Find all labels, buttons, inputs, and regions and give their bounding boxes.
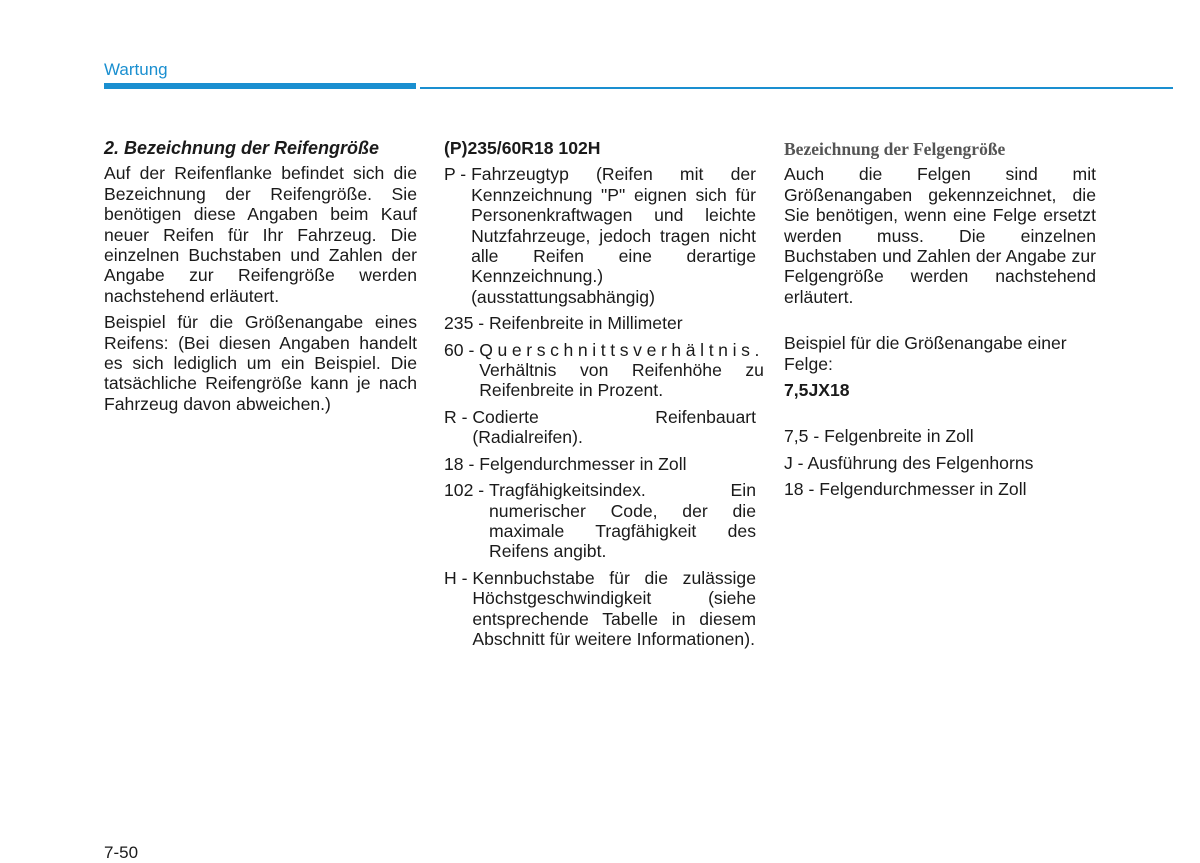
item-desc: Reifenbreite in Millimeter [489,313,683,334]
column-rim-size [784,138,1096,506]
item-desc: Fahrzeugtyp (Reifen mit der Kennzeichnung "P" eignen sich für Personenkraftwagen und leichte Nutzfahrzeuge, jedoch tragen nicht alle Reifen eine derartige Kennzeichnung.) (ausstattungsabhängig) [471,164,756,307]
rim-size-heading: Bezeichnung der Felgengröße [784,139,1006,159]
item-code: 235 - [444,313,489,334]
item-desc: Kennbuchstabe für die zulässige Höchstgeschwindigkeit (siehe entsprechende Tabelle in diesem Abschnitt für weitere Informationen). [472,567,756,649]
item-code: 18 - [444,453,480,474]
list-item [444,313,756,333]
rim-line: J - Ausführung des Felgenhorns [784,452,1034,473]
item-desc: Verhältnis von Reifenhöhe zu Reifenbreite in Prozent. [479,360,764,401]
list-item [444,339,764,401]
item-code: H - [444,567,473,588]
item-code: R - [444,406,473,427]
tire-size-intro: Auf der Reifenflanke befindet sich die Bezeichnung der Reifengröße. Sie benötigen diese Angaben beim Kauf neuer Reifen für Ihr Fahrzeug. Die einzelnen Buchstaben und Zahlen der Angabe zur Reifengröße werden nachstehend erläutert. [104,163,417,306]
page-number: 7-50 [104,843,139,862]
spacer [784,406,1096,426]
rim-size-intro: Auch die Felgen sind mit Größenangaben gekennzeichnet, die Sie benötigen, wenn eine Felge ersetzt werden muss. Die einzelnen Buchstaben und Zahlen der Angabe zur Felgengröße werden nachstehend erläutert. [784,164,1096,307]
item-code: P - [444,164,472,185]
item-desc: Tragfähigkeitsindex. Ein numerischer Code, der die maximale Tragfähigkeit des Reifens angibt. [489,480,756,562]
item-desc-wrapper [479,340,764,401]
column-tire-code [444,138,764,655]
item-code: 102 - [444,480,489,501]
rim-line: 7,5 - Felgenbreite in Zoll [784,426,974,447]
column-tire-size [104,138,417,420]
tire-size-heading: 2. Bezeichnung der Reifengröße [104,138,380,158]
rim-line: 18 - Felgendurchmesser in Zoll [784,479,1027,500]
item-desc-spaced: Querschnittsverhältnis. [479,339,764,360]
list-item [444,480,756,562]
tire-size-example-note: Beispiel für die Größenangabe eines Reifens: (Bei diesen Angaben handelt es sich lediglich um ein Beispiel. Die tatsächliche Reifengröße kann je nach Fahrzeug davon abweichen.) [104,312,417,414]
rim-size-example-label: Beispiel für die Größenangabe einer Felge: [784,333,1067,374]
spacer [784,313,1096,333]
list-item [444,454,756,474]
section-title: Wartung [104,60,168,79]
item-desc: Felgendurchmesser in Zoll [479,453,687,474]
header-rule-thick [104,83,416,89]
list-item [444,568,756,650]
item-code: 60 - [444,339,480,360]
header-rule-thin [420,87,1173,89]
tire-code-heading: (P)235/60R18 102H [444,138,601,158]
rim-size-example: 7,5JX18 [784,380,850,401]
item-desc: Codierte Reifenbauart (Radialreifen). [472,406,756,448]
list-item [444,407,756,448]
list-item [444,164,756,307]
